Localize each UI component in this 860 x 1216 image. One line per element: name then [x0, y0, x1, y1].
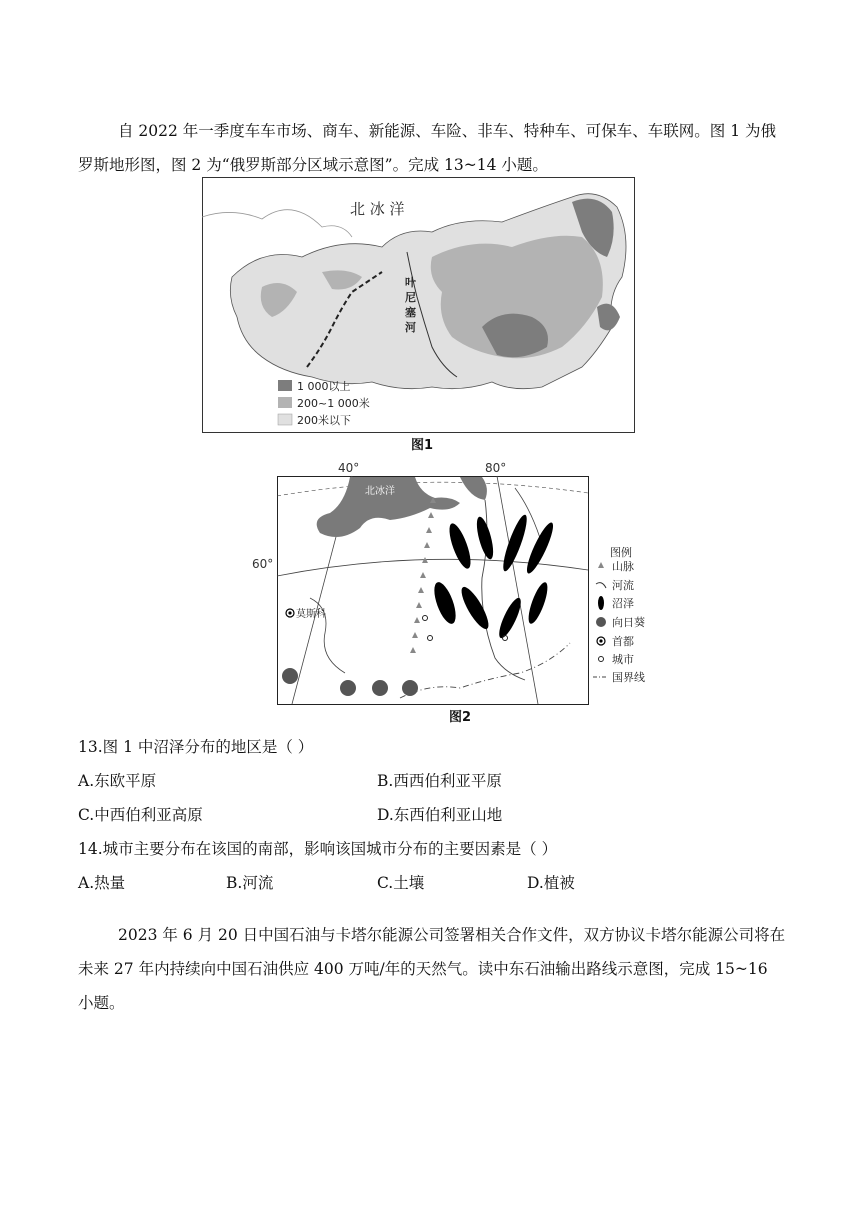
legend-label-mountain: 山脉: [612, 560, 634, 573]
lon-label-80: 80°: [485, 461, 507, 475]
yenisei-label-3: 塞: [405, 306, 416, 319]
legend-label-low: 200米以下: [297, 414, 351, 427]
lat-label-60: 60°: [252, 557, 274, 571]
arctic-ocean-label: 北 冰 洋: [350, 200, 405, 218]
mountain-icon: [598, 562, 604, 568]
city-icon: [599, 657, 604, 662]
yenisei-label-4: 河: [405, 321, 416, 334]
legend-label-river: 河流: [612, 579, 634, 592]
legend-swatch-low: [278, 414, 292, 425]
legend-title: 图例: [610, 546, 632, 559]
figure-2-caption: 图2: [449, 710, 472, 725]
legend-label-sunflower: 向日葵: [612, 616, 645, 629]
question-14-option-d: D.植被: [527, 874, 575, 892]
legend-label-city: 城市: [612, 653, 634, 666]
swamp-icon: [598, 596, 604, 610]
russia-terrain-svg: [202, 177, 635, 433]
question-14-option-a: A.热量: [78, 874, 126, 892]
question-14-option-b: B.河流: [226, 874, 274, 892]
question-13-option-a: A.东欧平原: [78, 772, 157, 790]
closing-paragraph: 2023 年 6 月 20 日中国石油与卡塔尔能源公司签署相关合作文件，双方协议卡塔尔能源公司将在未来 27 年内持续向中国石油供应 400 万吨/年的天然气。读中东石油输出路线示意图，完成 15~16 小题。: [78, 925, 786, 1012]
legend-swatch-high: [278, 380, 292, 391]
capital-label: 莫斯科: [296, 609, 326, 620]
question-14-stem: 14.城市主要分布在该国的南部，影响该国城市分布的主要因素是（ ）: [78, 840, 558, 858]
question-13-stem: 13.图 1 中沼泽分布的地区是（ ）: [78, 738, 314, 756]
yenisei-label-1: 叶: [405, 276, 416, 289]
river-icon: [596, 583, 606, 588]
legend-label-swamp: 沼泽: [612, 597, 634, 610]
figure-1-terrain-map: [202, 177, 635, 433]
legend-label-capital: 首都: [612, 635, 634, 648]
legend-label-border: 国界线: [612, 671, 645, 684]
intro-paragraph: 自 2022 年一季度车车市场、商车、新能源、车险、非车、特种车、可保车、车联网。图 1 为俄罗斯地形图，图 2 为“俄罗斯部分区域示意图”。完成 13~14 小题。: [78, 121, 777, 174]
region-map-svg: [250, 458, 670, 706]
legend-label-high: 1 000以上: [297, 380, 351, 393]
question-13-option-b: B.西西伯利亚平原: [377, 772, 502, 790]
legend-swatch-mid: [278, 397, 292, 408]
question-14-option-c: C.土壤: [377, 874, 425, 892]
yenisei-label-2: 尼: [405, 291, 416, 304]
question-13-option-c: C.中西伯利亚高原: [78, 806, 203, 824]
sunflower-icon: [596, 617, 606, 627]
figure-1-caption: 图1: [411, 438, 434, 453]
lon-label-40: 40°: [338, 461, 360, 475]
legend-label-mid: 200~1 000米: [297, 397, 370, 410]
ocean-label: 北冰洋: [365, 486, 395, 497]
question-13-option-d: D.东西伯利亚山地: [377, 806, 503, 824]
figure-2-region-map: [250, 458, 670, 706]
